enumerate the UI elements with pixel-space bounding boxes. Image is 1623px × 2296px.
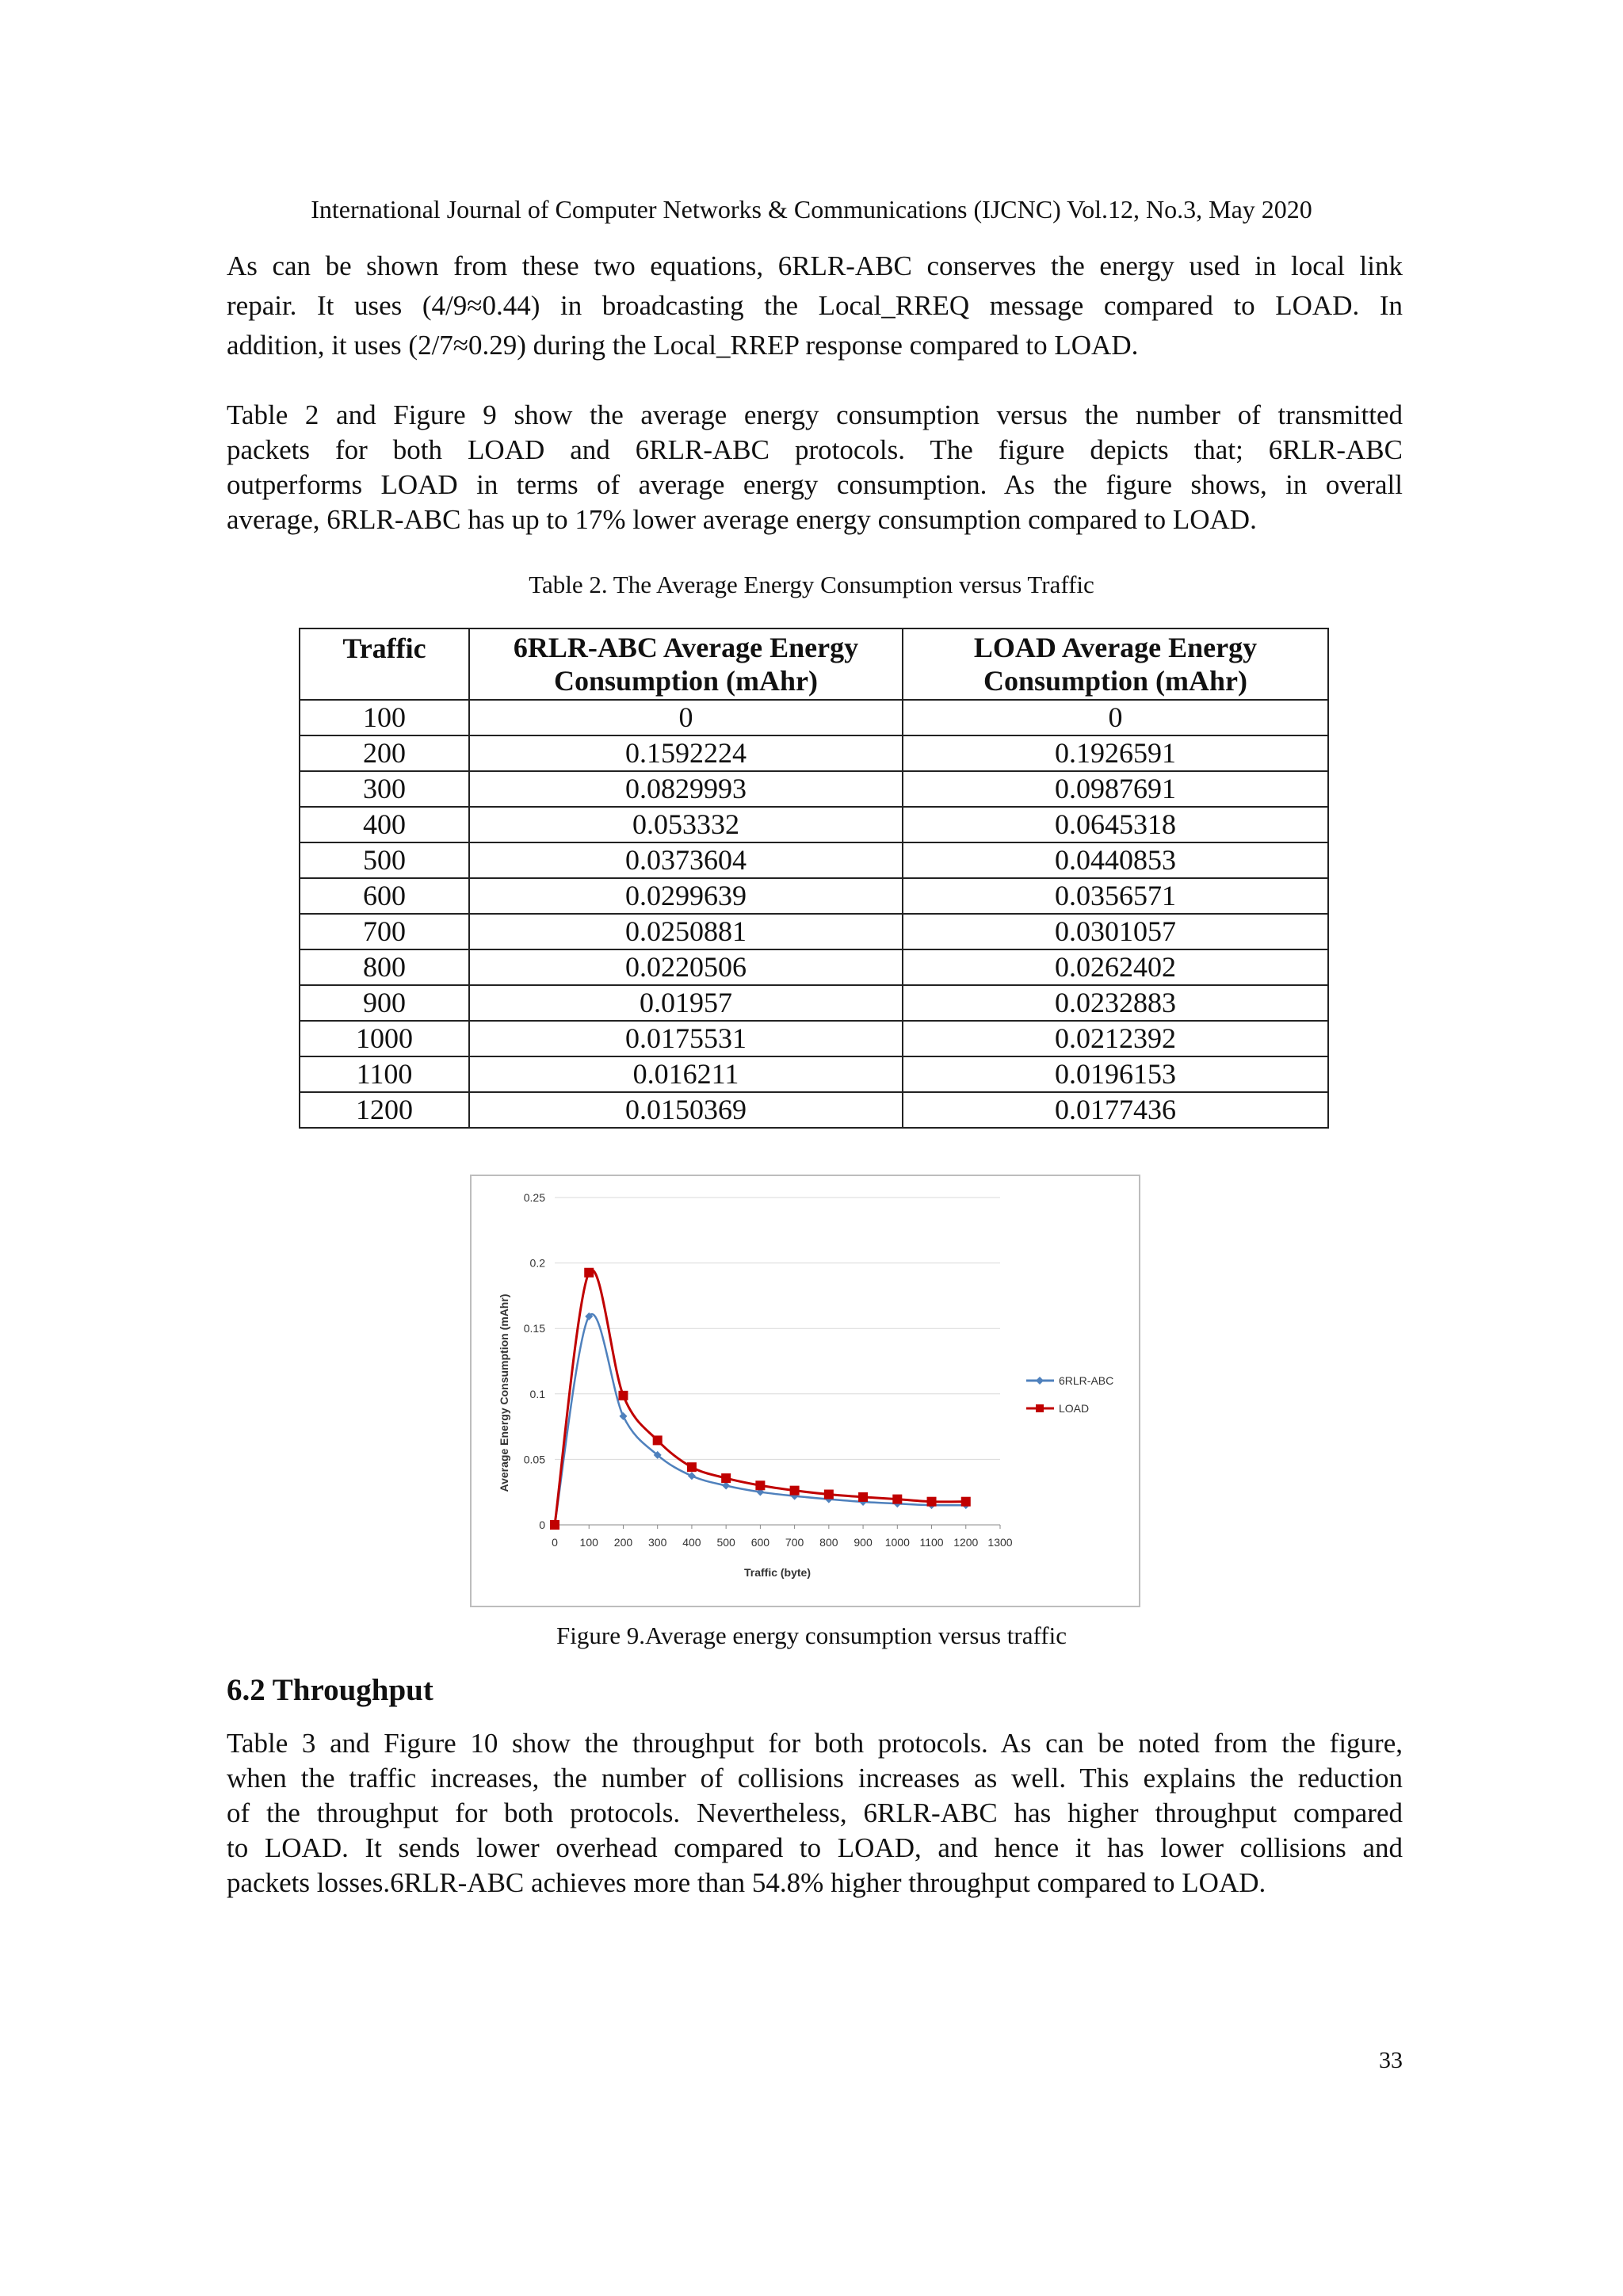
paragraph-line: addition, it uses (2/7≈0.29) during the Local_RREP response compared to LOAD. (227, 330, 1139, 361)
legend-marker-load (1036, 1404, 1044, 1412)
energy-table (299, 628, 1329, 1129)
table-row (300, 735, 1328, 771)
cell-traffic: 500 (300, 842, 469, 878)
paragraph-line: Table 2 and Figure 9 show the average energy consumption versus the number of transmitted (227, 399, 1403, 430)
x-tick-label: 900 (854, 1536, 873, 1549)
cell-6rlr-abc: 0.0220506 (469, 949, 903, 985)
data-point-load (961, 1497, 971, 1507)
cell-traffic: 600 (300, 878, 469, 914)
cell-load: 0.0177436 (903, 1092, 1328, 1128)
header-traffic (300, 628, 469, 700)
x-tick-label: 100 (579, 1536, 598, 1549)
cell-6rlr-abc: 0.0829993 (469, 771, 903, 807)
paragraph-line: repair. It uses (4/9≈0.44) in broadcasting the Local_RREQ message compared to LOAD. In (227, 290, 1403, 321)
y-tick-label: 0.05 (523, 1453, 545, 1466)
cell-load: 0.0301057 (903, 914, 1328, 949)
journal-header: International Journal of Computer Networks & Communications (IJCNC) Vol.12, No.3, May 2020 (311, 195, 1312, 223)
cell-6rlr-abc: 0.016211 (469, 1056, 903, 1092)
data-point-load (790, 1486, 800, 1496)
x-tick-label: 700 (785, 1536, 804, 1549)
paragraph-line: to LOAD. It sends lower overhead compared to LOAD, and hence it has lower collisions and (227, 1832, 1403, 1863)
data-point-load (858, 1492, 868, 1502)
cell-traffic: 400 (300, 807, 469, 842)
y-tick-label: 0.25 (523, 1191, 545, 1204)
cell-load: 0.0356571 (903, 878, 1328, 914)
x-tick-label: 0 (552, 1536, 558, 1549)
cell-6rlr-abc: 0.0373604 (469, 842, 903, 878)
data-point-load (824, 1490, 834, 1499)
header-line: Consumption (mAhr) (983, 665, 1248, 697)
cell-6rlr-abc: 0.01957 (469, 985, 903, 1021)
x-tick-label: 1300 (987, 1536, 1013, 1549)
data-point-load (550, 1520, 559, 1530)
cell-load: 0.0196153 (903, 1056, 1328, 1092)
table-header-row (300, 628, 1328, 700)
paragraph-equations (227, 249, 1403, 363)
cell-traffic: 200 (300, 735, 469, 771)
cell-6rlr-abc: 0 (469, 700, 903, 735)
paragraph-line: packets losses.6RLR-ABC achieves more than 54.8% higher throughput compared to LOAD. (227, 1867, 1266, 1898)
figure-9-chart (470, 1175, 1140, 1607)
x-tick-label: 1100 (919, 1536, 944, 1549)
y-tick-label: 0.1 (529, 1387, 545, 1400)
table-row (300, 1092, 1328, 1128)
cell-traffic: 1200 (300, 1092, 469, 1128)
x-axis-title: Traffic (byte) (743, 1566, 812, 1579)
cell-load: 0.0232883 (903, 985, 1328, 1021)
page-number: 33 (1379, 2047, 1403, 2073)
header-traffic-label: Traffic (342, 632, 426, 664)
data-point-load (687, 1462, 697, 1472)
legend-marker-6rlr-abc (1036, 1377, 1044, 1385)
header-6rlr-abc (469, 628, 903, 700)
cell-traffic: 700 (300, 914, 469, 949)
y-tick-label: 0.15 (523, 1322, 545, 1335)
x-tick-label: 1200 (953, 1536, 979, 1549)
table-row (300, 1021, 1328, 1056)
data-point-load (653, 1435, 663, 1445)
data-point-load (618, 1391, 628, 1400)
y-tick-label: 0 (539, 1519, 545, 1531)
x-tick-label: 1000 (884, 1536, 910, 1549)
section-title: 6.2 Throughput (227, 1673, 433, 1707)
cell-traffic: 900 (300, 985, 469, 1021)
x-tick-label: 200 (613, 1536, 633, 1549)
table-row (300, 914, 1328, 949)
cell-6rlr-abc: 0.0250881 (469, 914, 903, 949)
y-tick-label: 0.2 (529, 1256, 545, 1270)
data-point-load (755, 1480, 765, 1490)
figure-caption: Figure 9.Average energy consumption versus traffic (556, 1622, 1067, 1649)
x-tick-label: 400 (682, 1536, 701, 1549)
legend-label-6rlr-abc: 6RLR-ABC (1059, 1374, 1114, 1387)
paragraph-line: of the throughput for both protocols. Nevertheless, 6RLR-ABC has higher throughput compared (227, 1797, 1403, 1828)
header-line: 6RLR-ABC Average Energy (513, 632, 859, 663)
cell-traffic: 1000 (300, 1021, 469, 1056)
table-row (300, 807, 1328, 842)
cell-load: 0.0645318 (903, 807, 1328, 842)
y-axis-title: Average Energy Consumption (mAhr) (498, 1293, 510, 1492)
paragraph-table-intro (227, 398, 1403, 537)
header-line: Consumption (mAhr) (553, 665, 819, 697)
cell-6rlr-abc: 0.0175531 (469, 1021, 903, 1056)
paragraph-line: packets for both LOAD and 6RLR-ABC protocols. The figure depicts that; 6RLR-ABC (227, 434, 1403, 465)
paragraph-line: Table 3 and Figure 10 show the throughput for both protocols. As can be noted from the figure, (227, 1728, 1403, 1759)
table-caption: Table 2. The Average Energy Consumption versus Traffic (529, 571, 1094, 598)
table-row (300, 700, 1328, 735)
paragraph-line: when the traffic increases, the number of collisions increases as well. This explains the reduction (227, 1763, 1403, 1794)
data-point-load (927, 1497, 937, 1507)
table-row (300, 878, 1328, 914)
cell-traffic: 100 (300, 700, 469, 735)
cell-traffic: 800 (300, 949, 469, 985)
chart-svg (472, 1176, 1139, 1606)
table-row (300, 949, 1328, 985)
table-row (300, 771, 1328, 807)
paragraph-line: outperforms LOAD in terms of average energy consumption. As the figure shows, in overall (227, 469, 1403, 500)
data-point-load (721, 1473, 731, 1483)
data-point-load (584, 1268, 594, 1278)
cell-load: 0.0212392 (903, 1021, 1328, 1056)
cell-load: 0 (903, 700, 1328, 735)
table-body (300, 700, 1328, 1128)
paragraph-line: As can be shown from these two equations, 6RLR-ABC conserves the energy used in local link (227, 250, 1403, 281)
x-tick-label: 800 (819, 1536, 838, 1549)
x-tick-label: 600 (750, 1536, 770, 1549)
data-point-6rlr-abc (619, 1412, 627, 1420)
cell-6rlr-abc: 0.1592224 (469, 735, 903, 771)
cell-6rlr-abc: 0.0299639 (469, 878, 903, 914)
cell-load: 0.1926591 (903, 735, 1328, 771)
table-row (300, 842, 1328, 878)
cell-6rlr-abc: 0.053332 (469, 807, 903, 842)
header-line: LOAD Average Energy (973, 632, 1258, 663)
paragraph-line: average, 6RLR-ABC has up to 17% lower average energy consumption compared to LOAD. (227, 504, 1257, 535)
x-tick-label: 500 (716, 1536, 735, 1549)
cell-traffic: 1100 (300, 1056, 469, 1092)
data-point-6rlr-abc (688, 1472, 696, 1480)
legend-label-load: LOAD (1059, 1402, 1090, 1415)
cell-load: 0.0987691 (903, 771, 1328, 807)
paragraph-throughput (227, 1726, 1403, 1901)
cell-traffic: 300 (300, 771, 469, 807)
header-load (903, 628, 1328, 700)
table-row (300, 985, 1328, 1021)
x-tick-label: 300 (648, 1536, 667, 1549)
cell-load: 0.0440853 (903, 842, 1328, 878)
cell-6rlr-abc: 0.0150369 (469, 1092, 903, 1128)
cell-load: 0.0262402 (903, 949, 1328, 985)
data-point-load (892, 1495, 902, 1504)
table-row (300, 1056, 1328, 1092)
